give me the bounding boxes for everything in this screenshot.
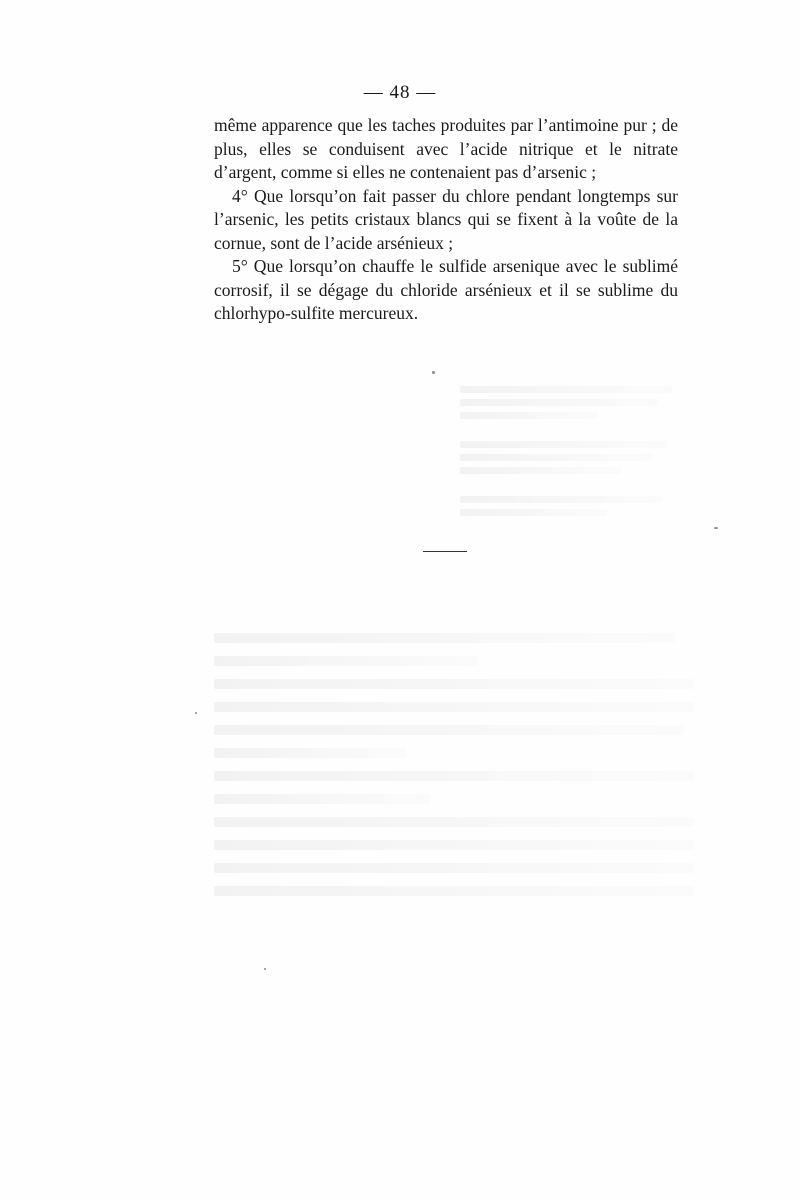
section-divider [423, 551, 467, 552]
body-text [214, 114, 678, 326]
page-number: — 48 — [363, 82, 437, 103]
reverse-side-bleed-through [460, 380, 690, 522]
ink-speck [432, 371, 435, 374]
paragraph: même apparence que les taches produites par l’antimoine pur ; de plus, elles se conduisent avec l’acide nitrique et le nitrate d’argent, comme si elles ne contenaient pas d’arsenic ; [214, 115, 678, 182]
paragraph: 5° Que lorsqu’on chauffe le sulfide arsenique avec le sublimé corrosif, il se dégage du chloride arsénieux et il se sublime du chlorhypo-sulfite mercureux. [214, 256, 678, 323]
ink-speck [714, 527, 718, 529]
reverse-side-bleed-through-main [214, 620, 694, 909]
ink-speck [195, 712, 197, 714]
ink-speck [264, 968, 266, 970]
paragraph: 4° Que lorsqu’on fait passer du chlore pendant longtemps sur l’arsenic, les petits cristaux blancs qui se fixent à la voûte de la cornue, sont de l’acide arsénieux ; [214, 185, 678, 253]
